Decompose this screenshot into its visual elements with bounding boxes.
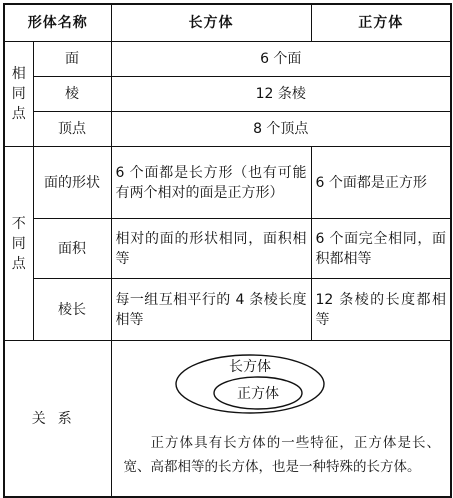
same-value-edge: 12 条棱 <box>111 77 451 112</box>
relation-cell <box>111 341 451 498</box>
header-row <box>4 4 451 42</box>
same-value-vertex: 8 个顶点 <box>111 112 451 147</box>
cuboid-cube-comparison-table <box>3 3 452 498</box>
diff-group-label: 不 同 点 <box>4 147 33 341</box>
same-label-vertex: 顶点 <box>33 112 111 147</box>
diff-cuboid-face-shape: 6 个面都是长方形（也有可能有两个相对的面是正方形） <box>111 147 311 219</box>
same-row-edge <box>4 77 451 112</box>
header-shape-name: 形体名称 <box>4 4 111 42</box>
header-cube: 正方体 <box>311 4 451 42</box>
header-cuboid: 长方体 <box>111 4 311 42</box>
set-diagram <box>174 353 326 415</box>
same-label-face: 面 <box>33 42 111 77</box>
same-group-label: 相 同 点 <box>4 42 33 147</box>
diff-label-edge-length: 棱长 <box>33 279 111 341</box>
diff-cuboid-edge-length: 每一组互相平行的 4 条棱长度相等 <box>111 279 311 341</box>
same-label-edge: 棱 <box>33 77 111 112</box>
diff-row-edge-length <box>4 279 451 341</box>
same-row-face <box>4 42 451 77</box>
diff-cube-area: 6 个面完全相同，面积都相等 <box>311 219 451 279</box>
relation-row <box>4 341 451 498</box>
outer-label: 长方体 <box>228 359 271 375</box>
diff-label-face-shape: 面的形状 <box>33 147 111 219</box>
diff-cube-face-shape: 6 个面都是正方形 <box>311 147 451 219</box>
diff-label-area: 面积 <box>33 219 111 279</box>
diff-cube-edge-length: 12 条棱的长度都相等 <box>311 279 451 341</box>
same-value-face: 6 个面 <box>111 42 451 77</box>
same-row-vertex <box>4 112 451 147</box>
relation-label: 关系 <box>4 341 111 498</box>
inner-label: 正方体 <box>236 386 279 402</box>
diff-row-area <box>4 219 451 279</box>
diff-row-face-shape <box>4 147 451 219</box>
diff-cuboid-area: 相对的面的形状相同，面积相等 <box>111 219 311 279</box>
relation-text: 正方体具有长方体的一些特征，正方体是长、宽、高都相等的长方体，也是一种特殊的长方体。 <box>123 435 440 475</box>
